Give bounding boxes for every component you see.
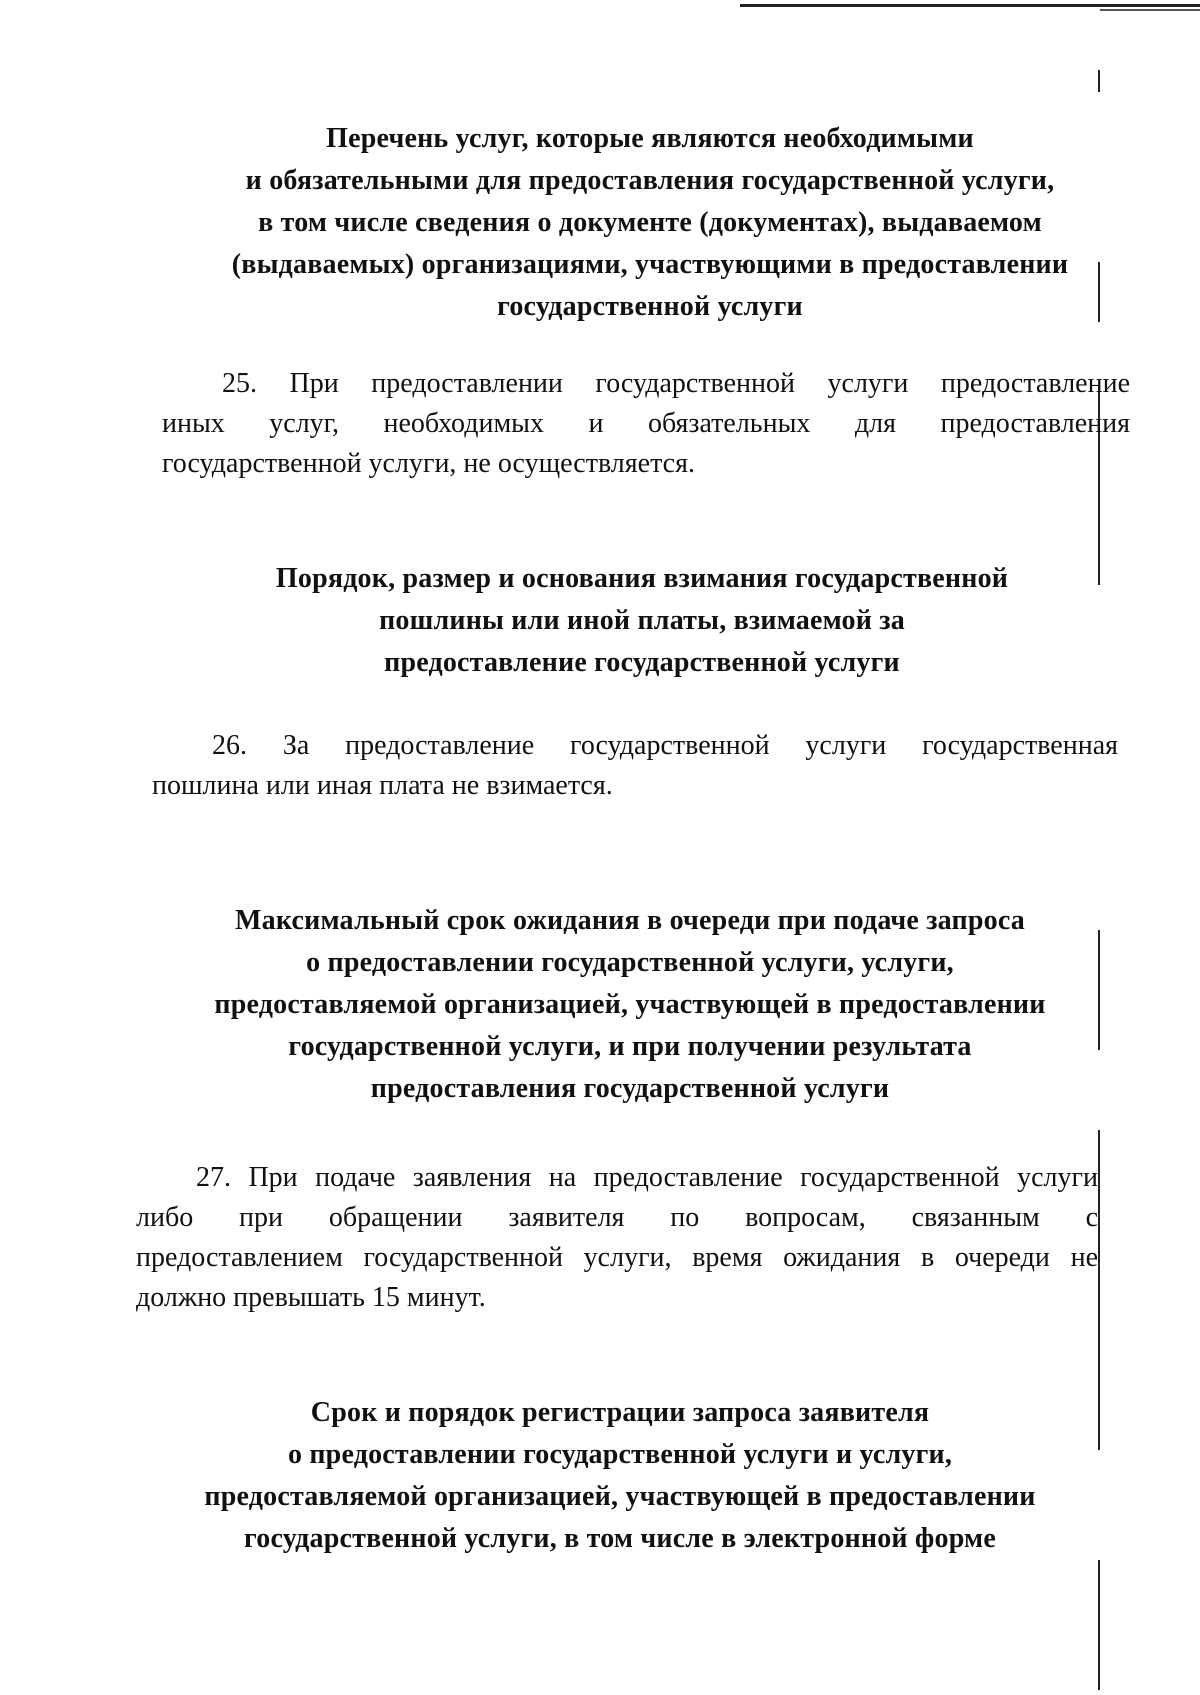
heading-line: предоставляемой организацией, участвующей в предоставлении bbox=[214, 989, 1046, 1020]
paragraph-line: предоставлением государственной услуги, время ожидания в очереди не bbox=[136, 1242, 1098, 1273]
paragraph-27 bbox=[136, 1158, 1098, 1318]
heading-line: Срок и порядок регистрации запроса заявителя bbox=[310, 1397, 930, 1428]
section-heading-4 bbox=[120, 1392, 1120, 1560]
heading-line: и обязательными для предоставления государственной услуги, bbox=[245, 165, 1055, 196]
heading-line: государственной услуги, и при получении результата bbox=[288, 1031, 972, 1062]
scan-edge-top-dash bbox=[1100, 9, 1200, 11]
paragraph-line: пошлина или иная плата не взимается. bbox=[152, 770, 613, 801]
scan-edge-top bbox=[740, 4, 1200, 7]
paragraph-line: 27. При подаче заявления на предоставление государственной услуги bbox=[196, 1162, 1098, 1193]
paragraph-line: либо при обращении заявителя по вопросам, связанным с bbox=[136, 1202, 1098, 1233]
heading-line: Перечень услуг, которые являются необходимыми bbox=[326, 123, 974, 154]
heading-line: Порядок, размер и основания взимания государственной bbox=[275, 563, 1009, 594]
heading-line: Максимальный срок ожидания в очереди при подаче запроса bbox=[235, 905, 1025, 936]
heading-line: о предоставлении государственной услуги, услуги, bbox=[306, 947, 954, 978]
section-heading-2 bbox=[142, 558, 1142, 684]
paragraph-26 bbox=[152, 726, 1118, 806]
heading-line: предоставляемой организацией, участвующей в предоставлении bbox=[204, 1481, 1036, 1512]
paragraph-line: 25. При предоставлении государственной услуги предоставление bbox=[222, 368, 1130, 399]
paragraph-line: иных услуг, необходимых и обязательных для предоставления bbox=[162, 408, 1130, 439]
paragraph-25 bbox=[162, 364, 1130, 484]
paragraph-line: 26. За предоставление государственной услуги государственная bbox=[212, 730, 1118, 761]
heading-line: (выдаваемых) организациями, участвующими в предоставлении bbox=[231, 249, 1069, 280]
heading-line: предоставления государственной услуги bbox=[370, 1073, 890, 1104]
heading-line: в том числе сведения о документе (документах), выдаваемом bbox=[258, 207, 1042, 238]
section-heading-1 bbox=[150, 118, 1150, 328]
heading-line: о предоставлении государственной услуги и услуги, bbox=[287, 1439, 953, 1470]
paragraph-line: должно превышать 15 минут. bbox=[136, 1282, 486, 1313]
heading-line: государственной услуги, в том числе в электронной форме bbox=[244, 1523, 996, 1554]
heading-line: государственной услуги bbox=[497, 291, 803, 322]
section-heading-3 bbox=[130, 900, 1130, 1110]
heading-line: пошлины или иной платы, взимаемой за bbox=[379, 605, 905, 636]
scan-edge-mark bbox=[1098, 70, 1100, 92]
heading-line: предоставление государственной услуги bbox=[384, 647, 900, 678]
scan-edge-mark bbox=[1098, 1560, 1100, 1690]
paragraph-line: государственной услуги, не осуществляется. bbox=[162, 448, 695, 479]
